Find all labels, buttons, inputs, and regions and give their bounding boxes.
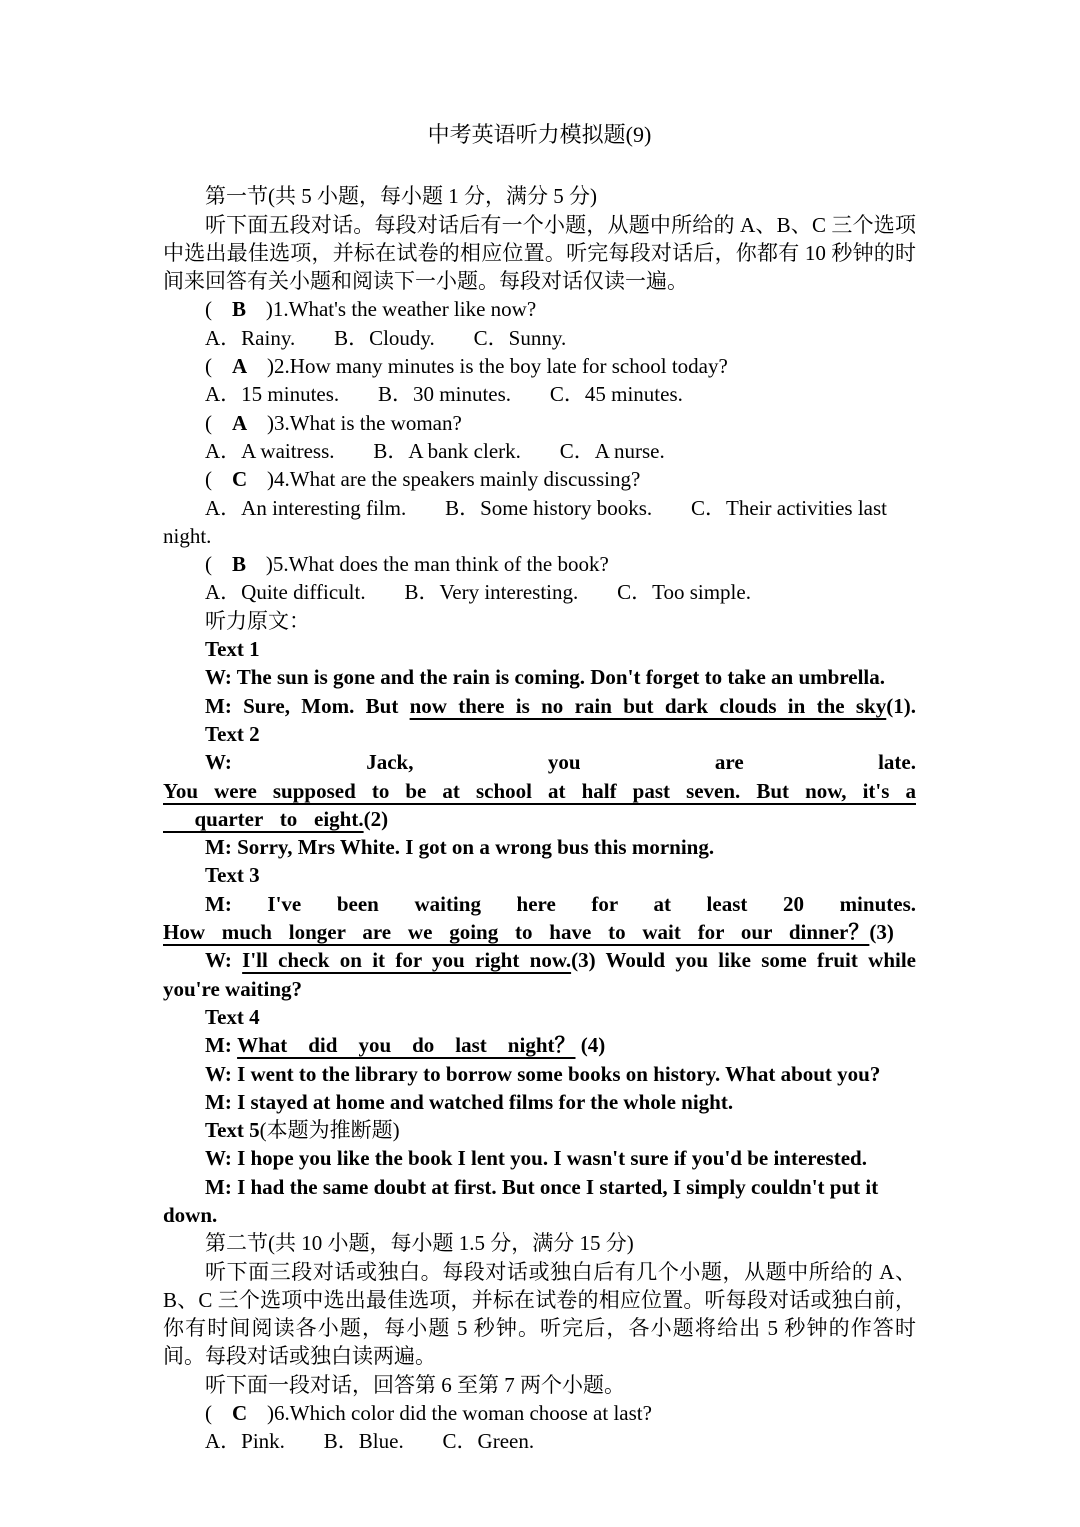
q3-text: 3.What is the woman? [274, 410, 462, 435]
question-1 [163, 295, 916, 323]
q4-paren-close: ) [267, 467, 275, 492]
text3-m-blank: How much longer are we going to have to wait for our dinner？ [163, 920, 870, 945]
section2-heading: 第二节(共 10 小题，每小题 1.5 分，满分 15 分) [205, 1231, 634, 1256]
text2-w-line1: W: Jack, you are late. [205, 750, 916, 775]
text2-w-blank2: quarter to eight. [163, 806, 364, 831]
question-4 [163, 465, 916, 493]
q4-option-a: A．An interesting film. [205, 495, 407, 520]
q6-option-a: A．Pink. [205, 1429, 285, 1454]
text5-m-line: M: I had the same doubt at first. But once I started, I simply couldn't put it down. [163, 1174, 879, 1227]
text1-m-blank: now there is no rain but dark clouds in the sky [409, 693, 887, 718]
q4-answer: C [231, 467, 248, 492]
q6-paren-close: ) [267, 1401, 275, 1426]
q1-option-b: B．Cloudy. [334, 325, 435, 350]
q2-options [163, 380, 916, 408]
q1-option-a: A．Rainy. [205, 325, 296, 350]
page-title: 中考英语听力模拟题(9) [427, 122, 652, 147]
q6-answer: C [231, 1401, 248, 1426]
text4-m-line [163, 1031, 916, 1059]
q2-paren-close: ) [267, 354, 275, 379]
q2-option-c: C．45 minutes. [549, 382, 683, 407]
section1-heading: 第一节(共 5 小题，每小题 1 分，满分 5 分) [205, 184, 597, 209]
q4-answer-box [205, 467, 274, 491]
q6-paren-open: ( [205, 1401, 212, 1426]
q5-option-b: B．Very interesting. [404, 580, 579, 605]
q6-option-c: C．Green. [442, 1429, 535, 1454]
q5-paren-close: ) [265, 552, 273, 577]
q3-paren-close: ) [267, 410, 275, 435]
q1-paren-open: ( [205, 297, 212, 322]
q6-option-b: B．Blue. [323, 1429, 404, 1454]
q5-paren-open: ( [205, 552, 212, 577]
text5-header-label: Text 5 [205, 1118, 260, 1143]
text3-w-prefix: W: [205, 948, 243, 973]
q1-option-c: C．Sunny. [473, 325, 567, 350]
text5-w-line: W: I hope you like the book I lent you. I wasn't sure if you'd be interested. [205, 1146, 867, 1171]
q5-option-a: A．Quite difficult. [205, 580, 366, 605]
text4-m-number: (4) [575, 1033, 606, 1058]
q1-text: 1.What's the weather like now? [272, 297, 537, 322]
question-2 [163, 352, 916, 380]
text3-w-rest: (3) Would you like some fruit while [571, 948, 916, 973]
text3-w-blank: I'll check on it for you right now. [242, 948, 572, 973]
q4-options [163, 494, 916, 551]
question-6 [163, 1399, 916, 1427]
text1-w-line: W: The sun is gone and the rain is coming. Don't forget to take an umbrella. [205, 665, 886, 690]
text2-w-number: (2) [363, 806, 389, 831]
q1-answer: B [231, 297, 246, 322]
question-5 [163, 550, 916, 578]
text3-m-number: (3) [869, 920, 894, 945]
q4-text: 4.What are the speakers mainly discussing? [274, 467, 641, 492]
text4-m-line2: M: I stayed at home and watched films for the whole night. [205, 1089, 734, 1114]
text3-w-line2: you're waiting? [163, 976, 303, 1001]
text4-w-line: W: I went to the library to borrow some books on history. What about you? [205, 1061, 881, 1086]
text2-m-line: M: Sorry, Mrs White. I got on a wrong bus this morning. [205, 835, 715, 860]
q4-option-b: B．Some history books. [445, 495, 653, 520]
q3-answer: A [231, 410, 248, 435]
section2-sub-instruction: 听下面一段对话，回答第 6 至第 7 两个小题。 [205, 1372, 625, 1397]
q1-paren-close: ) [265, 297, 273, 322]
q2-paren-open: ( [205, 354, 212, 379]
text5-header-note: (本题为推断题) [259, 1118, 400, 1143]
q5-answer-box [205, 552, 273, 576]
q4-option-c: C．Their activities last night. [163, 495, 887, 548]
q5-answer: B [231, 552, 246, 577]
text2-w-blank1: You were supposed to be at school at half past seven. But now, it's a [163, 778, 916, 803]
q5-options [163, 578, 916, 606]
q2-option-a: A．15 minutes. [205, 382, 340, 407]
q1-answer-box [205, 297, 273, 321]
text4-m-blank: What did you do last night？ [237, 1033, 576, 1058]
q5-text: 5.What does the man think of the book? [272, 552, 609, 577]
q3-answer-box [205, 411, 274, 435]
text2-w-blank-line1 [163, 777, 916, 805]
text2-header: Text 2 [205, 721, 260, 746]
section1-instructions: 听下面五段对话。每段对话后有一个小题，从题中所给的 A、B、C 三个选项中选出最佳选项，并标在试卷的相应位置。听完每段对话后，你都有 10 秒钟的时间来回答有关小题和阅读下一小题。每段对话仅读一遍。 [163, 212, 916, 294]
q3-option-a: A．A waitress. [205, 438, 335, 463]
text3-w-line1 [163, 946, 916, 974]
q4-paren-open: ( [205, 467, 212, 492]
question-3 [163, 409, 916, 437]
q5-option-c: C．Too simple. [617, 580, 751, 605]
text1-header: Text 1 [205, 637, 260, 662]
q6-answer-box [205, 1401, 274, 1425]
q3-option-b: B．A bank clerk. [373, 438, 521, 463]
text2-w-blank-line2 [163, 805, 916, 833]
transcript-label: 听力原文： [205, 608, 310, 633]
text5-header [163, 1116, 916, 1144]
q3-paren-open: ( [205, 410, 212, 435]
q6-text: 6.Which color did the woman choose at last? [274, 1401, 652, 1426]
q2-option-b: B．30 minutes. [378, 382, 512, 407]
text1-m-prefix: M: Sure, Mom. But [205, 693, 410, 718]
q2-answer-box [205, 354, 274, 378]
q3-option-c: C．A nurse. [559, 438, 665, 463]
text3-m-blank-line [163, 918, 916, 946]
text1-m-line [163, 692, 916, 720]
q2-answer: A [231, 354, 248, 379]
text1-m-number: (1). [886, 693, 916, 718]
text4-header: Text 4 [205, 1004, 260, 1029]
text3-m-line1: M: I've been waiting here for at least 20 minutes. [205, 891, 916, 916]
q3-options [163, 437, 916, 465]
text4-m-prefix: M: [205, 1033, 238, 1058]
q2-text: 2.How many minutes is the boy late for school today? [274, 354, 728, 379]
q1-options [163, 324, 916, 352]
q6-options [163, 1427, 916, 1455]
section2-instructions: 听下面三段对话或独白。每段对话或独白后有几个小题，从题中所给的 A、B、C 三个选项中选出最佳选项，并标在试卷的相应位置。听每段对话或独白前，你有时间阅读各小题，每小题 5 秒钟。听完后，各小题将给出 5 秒钟的作答时间。每段对话或独白读两遍。 [163, 1259, 916, 1369]
text3-header: Text 3 [205, 863, 260, 888]
